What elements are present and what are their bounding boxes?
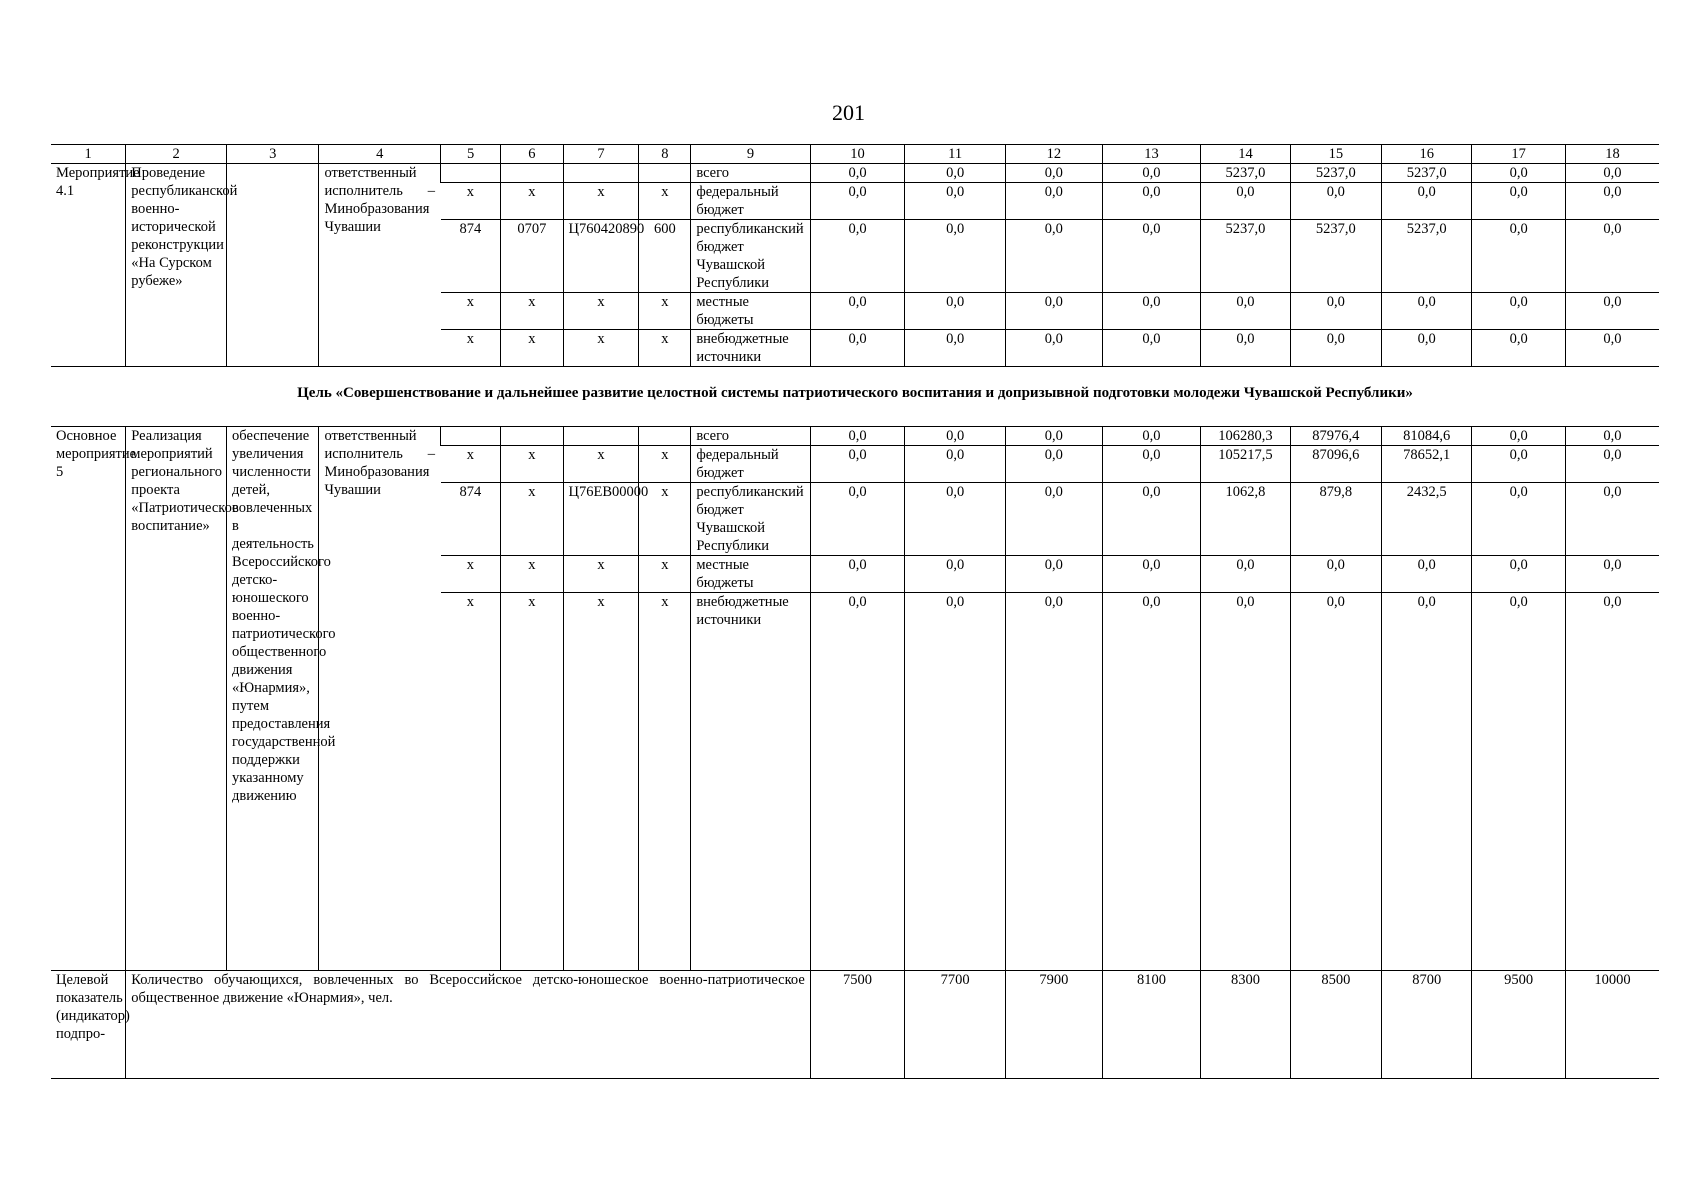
budget-code-cell <box>441 164 501 183</box>
measure-goal <box>227 164 319 367</box>
funding-table-upper <box>51 144 1659 367</box>
funding-value: 0,0 <box>1102 220 1201 293</box>
target-indicator-block <box>51 971 1659 1079</box>
funding-value: 0,0 <box>1201 330 1290 367</box>
funding-value: 0,0 <box>810 556 905 593</box>
budget-code-cell: х <box>501 593 563 971</box>
budget-code-cell: х <box>563 593 639 971</box>
funding-value: 0,0 <box>1382 593 1472 971</box>
column-number-8: 8 <box>639 145 691 164</box>
budget-code-cell: х <box>639 183 691 220</box>
funding-value: 0,0 <box>810 220 905 293</box>
funding-source: внебюджетные источники <box>691 593 810 971</box>
column-number-16: 16 <box>1382 145 1472 164</box>
budget-code-cell: 874 <box>441 483 501 556</box>
funding-source: местные бюджеты <box>691 293 810 330</box>
funding-value: 0,0 <box>1472 593 1565 971</box>
funding-value: 0,0 <box>905 556 1006 593</box>
indicator-value: 8700 <box>1382 971 1472 1079</box>
budget-code-cell: х <box>441 446 501 483</box>
indicator-value: 9500 <box>1472 971 1565 1079</box>
funding-value: 2432,5 <box>1382 483 1472 556</box>
indicator-value: 7500 <box>810 971 905 1079</box>
measure-type: Мероприятие 4.1 <box>51 164 126 367</box>
funding-table-lower <box>51 426 1659 1079</box>
funding-value: 0,0 <box>1006 330 1103 367</box>
funding-value: 0,0 <box>1382 330 1472 367</box>
column-number-7: 7 <box>563 145 639 164</box>
funding-source: местные бюджеты <box>691 556 810 593</box>
funding-value: 0,0 <box>905 164 1006 183</box>
indicator-value: 7700 <box>905 971 1006 1079</box>
funding-value: 5237,0 <box>1201 164 1290 183</box>
measure-name: Проведение республиканской военно-исторической реконструкции «На Сурском рубеже» <box>126 164 227 367</box>
funding-value: 0,0 <box>1102 427 1201 446</box>
measure-goal: обеспечение увеличения численности детей, вовлеченных в деятельность Всероссийского детско-юношеского военно-патриотического общественного движения «Юнармия», путем предоставления государственной поддержки указанному движению <box>227 427 319 971</box>
funding-value: 0,0 <box>810 446 905 483</box>
funding-value: 0,0 <box>1472 483 1565 556</box>
funding-value: 0,0 <box>1382 293 1472 330</box>
funding-value: 0,0 <box>1382 183 1472 220</box>
funding-value: 0,0 <box>810 164 905 183</box>
funding-value: 0,0 <box>1102 330 1201 367</box>
funding-value: 0,0 <box>1472 446 1565 483</box>
funding-value: 0,0 <box>810 593 905 971</box>
budget-code-cell: х <box>501 330 563 367</box>
funding-value: 0,0 <box>1565 446 1659 483</box>
funding-value: 0,0 <box>1382 556 1472 593</box>
funding-source: федеральный бюджет <box>691 183 810 220</box>
funding-value: 0,0 <box>1006 293 1103 330</box>
funding-value: 0,0 <box>1565 556 1659 593</box>
column-number-4: 4 <box>319 145 441 164</box>
budget-code-cell: х <box>563 293 639 330</box>
budget-code-cell <box>501 427 563 446</box>
budget-code-cell: х <box>441 183 501 220</box>
budget-code-cell: х <box>501 483 563 556</box>
funding-value: 0,0 <box>1006 446 1103 483</box>
funding-source-row <box>51 427 1659 446</box>
funding-value: 5237,0 <box>1382 220 1472 293</box>
measure-4-1-block <box>51 164 1659 367</box>
budget-code-cell <box>501 164 563 183</box>
indicator-description: Количество обучающихся, вовлеченных во Всероссийское детско-юношеское военно-патриотическое общественное движение «Юнармия», чел. <box>126 971 810 1079</box>
indicator-value: 10000 <box>1565 971 1659 1079</box>
column-number-10: 10 <box>810 145 905 164</box>
column-number-14: 14 <box>1201 145 1290 164</box>
funding-value: 879,8 <box>1290 483 1381 556</box>
budget-code-cell: х <box>563 556 639 593</box>
funding-value: 0,0 <box>1565 330 1659 367</box>
funding-value: 0,0 <box>1290 183 1381 220</box>
budget-code-cell: х <box>639 293 691 330</box>
funding-value: 0,0 <box>905 330 1006 367</box>
funding-value: 0,0 <box>1201 593 1290 971</box>
budget-code-cell: х <box>441 293 501 330</box>
budget-code-cell: х <box>639 446 691 483</box>
funding-source: республиканский бюджет Чувашской Республики <box>691 220 810 293</box>
budget-code-cell: х <box>501 556 563 593</box>
funding-value: 0,0 <box>1102 483 1201 556</box>
funding-source: внебюджетные источники <box>691 330 810 367</box>
column-number-11: 11 <box>905 145 1006 164</box>
column-number-13: 13 <box>1102 145 1201 164</box>
funding-value: 0,0 <box>1565 593 1659 971</box>
responsible-executor: ответственный исполнитель – Минобразования Чувашии <box>319 427 441 971</box>
funding-value: 0,0 <box>1565 183 1659 220</box>
measure-type: Основное мероприятие 5 <box>51 427 126 971</box>
funding-value: 0,0 <box>1290 593 1381 971</box>
budget-code-cell: х <box>501 446 563 483</box>
funding-value: 0,0 <box>1472 183 1565 220</box>
budget-code-cell: х <box>501 293 563 330</box>
funding-source-row <box>51 164 1659 183</box>
funding-value: 0,0 <box>1472 164 1565 183</box>
main-measure-5-block <box>51 427 1659 971</box>
funding-value: 0,0 <box>1472 293 1565 330</box>
indicator-value: 8100 <box>1102 971 1201 1079</box>
budget-code-cell: х <box>441 593 501 971</box>
funding-value: 0,0 <box>1102 293 1201 330</box>
funding-value: 0,0 <box>1006 427 1103 446</box>
column-number-12: 12 <box>1006 145 1103 164</box>
funding-value: 1062,8 <box>1201 483 1290 556</box>
responsible-executor: ответственный исполнитель – Минобразования Чувашии <box>319 164 441 367</box>
budget-code-cell <box>639 427 691 446</box>
funding-value: 78652,1 <box>1382 446 1472 483</box>
page-number: 201 <box>832 100 865 125</box>
funding-value: 5237,0 <box>1290 220 1381 293</box>
funding-value: 0,0 <box>905 446 1006 483</box>
column-number-9: 9 <box>691 145 810 164</box>
indicator-value: 8500 <box>1290 971 1381 1079</box>
funding-value: 0,0 <box>1006 164 1103 183</box>
funding-value: 0,0 <box>810 427 905 446</box>
column-number-3: 3 <box>227 145 319 164</box>
funding-value: 0,0 <box>1565 164 1659 183</box>
indicator-label: Целевой показатель (индикатор) подпро- <box>51 971 126 1079</box>
budget-code-cell: х <box>639 556 691 593</box>
funding-value: 0,0 <box>1102 556 1201 593</box>
funding-value: 0,0 <box>1102 183 1201 220</box>
funding-value: 0,0 <box>905 593 1006 971</box>
column-number-6: 6 <box>501 145 563 164</box>
funding-value: 0,0 <box>1102 593 1201 971</box>
column-numbers-row <box>51 145 1659 164</box>
funding-value: 5237,0 <box>1290 164 1381 183</box>
budget-code-cell: х <box>563 330 639 367</box>
funding-value: 106280,3 <box>1201 427 1290 446</box>
funding-value: 0,0 <box>1201 183 1290 220</box>
indicator-value: 7900 <box>1006 971 1103 1079</box>
column-number-15: 15 <box>1290 145 1381 164</box>
funding-value: 0,0 <box>1472 220 1565 293</box>
funding-source: федеральный бюджет <box>691 446 810 483</box>
funding-value: 5237,0 <box>1201 220 1290 293</box>
funding-value: 0,0 <box>1472 330 1565 367</box>
funding-value: 0,0 <box>1006 593 1103 971</box>
funding-value: 0,0 <box>1102 446 1201 483</box>
funding-source: республиканский бюджет Чувашской Республики <box>691 483 810 556</box>
budget-code-cell: х <box>639 483 691 556</box>
budget-code-cell: х <box>563 183 639 220</box>
budget-code-cell: 600 <box>639 220 691 293</box>
column-number-1: 1 <box>51 145 126 164</box>
budget-code-cell <box>441 427 501 446</box>
budget-code-cell: х <box>441 556 501 593</box>
funding-value: 0,0 <box>810 330 905 367</box>
funding-value: 0,0 <box>810 293 905 330</box>
funding-source: всего <box>691 427 810 446</box>
budget-code-cell: х <box>639 593 691 971</box>
budget-code-cell: х <box>563 446 639 483</box>
budget-code-cell <box>563 164 639 183</box>
funding-value: 0,0 <box>1201 556 1290 593</box>
measure-name: Реализация мероприятий регионального проекта «Патриотическое воспитание» <box>126 427 227 971</box>
budget-code-cell <box>639 164 691 183</box>
funding-value: 0,0 <box>1565 427 1659 446</box>
column-number-17: 17 <box>1472 145 1565 164</box>
budget-code-cell: х <box>639 330 691 367</box>
indicator-row <box>51 971 1659 1079</box>
funding-value: 0,0 <box>1472 427 1565 446</box>
budget-code-cell: х <box>441 330 501 367</box>
funding-value: 0,0 <box>1472 556 1565 593</box>
budget-code-cell: 0707 <box>501 220 563 293</box>
funding-value: 0,0 <box>1565 483 1659 556</box>
budget-code-cell <box>563 427 639 446</box>
funding-value: 0,0 <box>1201 293 1290 330</box>
funding-value: 0,0 <box>1290 293 1381 330</box>
funding-value: 0,0 <box>1290 556 1381 593</box>
funding-value: 0,0 <box>1006 183 1103 220</box>
column-number-5: 5 <box>441 145 501 164</box>
funding-value: 87976,4 <box>1290 427 1381 446</box>
funding-value: 0,0 <box>1565 293 1659 330</box>
budget-code-cell: Ц76ЕВ00000 <box>563 483 639 556</box>
budget-code-cell: Ц760420890 <box>563 220 639 293</box>
goal-heading: Цель «Совершенствование и дальнейшее развитие целостной системы патриотического воспитания и допризывной подготовки молодежи Чувашской Республики» <box>297 385 1413 401</box>
funding-value: 0,0 <box>1565 220 1659 293</box>
funding-value: 0,0 <box>810 483 905 556</box>
funding-value: 0,0 <box>1102 164 1201 183</box>
funding-value: 0,0 <box>810 183 905 220</box>
funding-value: 87096,6 <box>1290 446 1381 483</box>
funding-value: 0,0 <box>905 183 1006 220</box>
funding-value: 0,0 <box>1290 330 1381 367</box>
funding-value: 0,0 <box>1006 220 1103 293</box>
funding-value: 0,0 <box>905 220 1006 293</box>
funding-value: 105217,5 <box>1201 446 1290 483</box>
funding-value: 5237,0 <box>1382 164 1472 183</box>
funding-value: 0,0 <box>1006 483 1103 556</box>
funding-value: 0,0 <box>905 483 1006 556</box>
funding-value: 0,0 <box>1006 556 1103 593</box>
funding-value: 81084,6 <box>1382 427 1472 446</box>
budget-code-cell: 874 <box>441 220 501 293</box>
indicator-value: 8300 <box>1201 971 1290 1079</box>
column-number-2: 2 <box>126 145 227 164</box>
funding-value: 0,0 <box>905 293 1006 330</box>
funding-source: всего <box>691 164 810 183</box>
funding-value: 0,0 <box>905 427 1006 446</box>
column-number-18: 18 <box>1565 145 1659 164</box>
budget-code-cell: х <box>501 183 563 220</box>
